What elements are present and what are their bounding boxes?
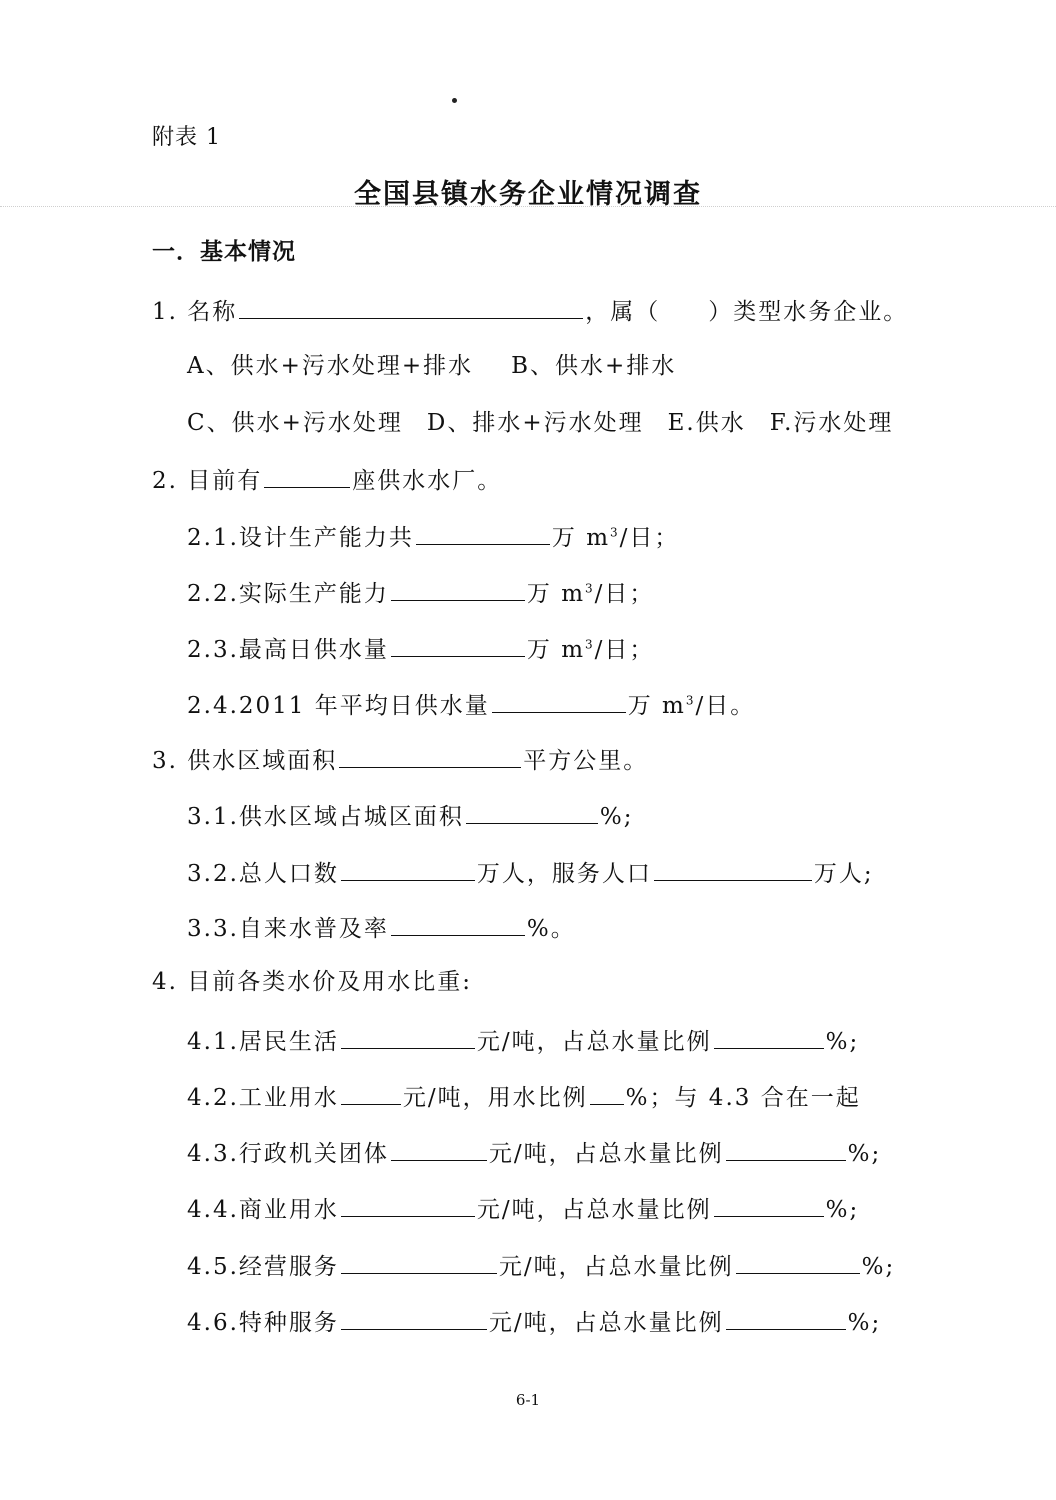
residential-ratio-field[interactable] — [714, 1024, 824, 1049]
q4-1-mid: 元/吨，占总水量比例 — [476, 1029, 712, 1055]
q2-suffix: 座供水水厂。 — [352, 468, 503, 494]
q4-label: 4. 目前各类水价及用水比重: — [152, 969, 473, 995]
unit-text: /日； — [594, 581, 655, 607]
unit-text: 万 m — [551, 525, 611, 551]
q3-suffix: 平方公里。 — [523, 748, 649, 774]
question-4 — [152, 967, 472, 997]
unit-text: 万 m — [627, 693, 686, 719]
q2-item-1 — [187, 520, 679, 553]
industrial-ratio-field[interactable] — [590, 1080, 624, 1105]
q3-2-suffix: 万人; — [813, 861, 874, 887]
q1-belongs: ，属（ — [585, 299, 661, 325]
q4-3-mid: 元/吨，占总水量比例 — [488, 1141, 724, 1167]
q4-5-label: 4.5.经营服务 — [187, 1254, 339, 1280]
percent-suffix: %; — [825, 1029, 860, 1055]
q4-2-suffix: %；与 4.3 合在一起 — [625, 1085, 861, 1111]
q2-item-2 — [187, 576, 654, 609]
option-f: F.污水处理 — [769, 410, 894, 436]
q4-item-2 — [187, 1080, 861, 1113]
q4-item-3 — [187, 1136, 881, 1169]
q3-1-label: 3.1.供水区域占城区面积 — [187, 804, 464, 830]
business-service-ratio-field[interactable] — [736, 1249, 860, 1274]
section-heading: 一．基本情况 — [152, 238, 296, 265]
q4-item-5 — [187, 1249, 895, 1282]
option-a: A、供水+污水处理+排水 — [187, 353, 474, 379]
q3-2-label: 3.2.总人口数 — [187, 861, 339, 887]
unit-superscript: 3 — [585, 581, 595, 596]
unit-text: /日。 — [695, 693, 756, 719]
percent-suffix: %; — [861, 1254, 896, 1280]
q3-3-label: 3.3.自来水普及率 — [187, 916, 389, 942]
q2-prefix: 2. 目前有 — [152, 468, 263, 494]
q3-item-1 — [187, 799, 634, 832]
q4-2-mid: 元/吨，用水比例 — [402, 1085, 588, 1111]
q1-label: 1. 名称 — [152, 299, 238, 325]
unit-text: 万 m — [526, 637, 586, 663]
q3-item-2 — [187, 856, 874, 889]
actual-capacity-field[interactable] — [391, 576, 525, 601]
avg-daily-supply-field[interactable] — [492, 688, 626, 713]
q1-type-suffix: ）类型水务企业。 — [708, 299, 909, 325]
question-3 — [152, 743, 648, 776]
q3-item-3 — [187, 911, 576, 944]
unit-text: /日； — [619, 525, 680, 551]
residential-price-field[interactable] — [341, 1024, 475, 1049]
q2-item-3 — [187, 632, 654, 665]
option-c: C、供水+污水处理 — [187, 410, 403, 436]
unit-text: 万 m — [526, 581, 586, 607]
q4-6-mid: 元/吨，占总水量比例 — [488, 1310, 724, 1336]
unit-superscript: 3 — [610, 525, 620, 540]
government-ratio-field[interactable] — [726, 1136, 846, 1161]
q2-1-label: 2.1.设计生产能力共 — [187, 525, 414, 551]
type-field[interactable] — [662, 295, 706, 319]
area-ratio-field[interactable] — [466, 799, 598, 824]
population-field[interactable] — [341, 856, 475, 881]
government-price-field[interactable] — [391, 1136, 487, 1161]
percent-suffix: %; — [599, 804, 634, 830]
q1-options-row-1 — [187, 351, 676, 381]
commercial-ratio-field[interactable] — [714, 1192, 824, 1217]
business-service-price-field[interactable] — [341, 1249, 497, 1274]
q2-3-label: 2.3.最高日供水量 — [187, 637, 389, 663]
commercial-price-field[interactable] — [341, 1192, 475, 1217]
plant-count-field[interactable] — [264, 463, 350, 488]
q4-item-6 — [187, 1305, 881, 1338]
q3-2-mid: 万人，服务人口 — [476, 861, 652, 887]
q4-item-1 — [187, 1024, 859, 1057]
q2-4-label: 2.4.2011 年平均日供水量 — [187, 693, 490, 719]
option-e: E.供水 — [667, 410, 746, 436]
unit-superscript: 3 — [685, 693, 696, 708]
q2-2-label: 2.2.实际生产能力 — [187, 581, 389, 607]
special-service-ratio-field[interactable] — [726, 1305, 846, 1330]
question-1 — [152, 294, 908, 327]
q4-4-label: 4.4.商业用水 — [187, 1197, 339, 1223]
percent-suffix: %。 — [526, 916, 576, 942]
percent-suffix: %; — [847, 1141, 882, 1167]
special-service-price-field[interactable] — [341, 1305, 487, 1330]
page-title: 全国县镇水务企业情况调查 — [354, 179, 702, 210]
design-capacity-field[interactable] — [416, 520, 550, 545]
q4-1-label: 4.1.居民生活 — [187, 1029, 339, 1055]
unit-superscript: 3 — [585, 637, 595, 652]
scan-dot — [452, 98, 457, 103]
option-d: D、排水+污水处理 — [426, 410, 644, 436]
name-field[interactable] — [239, 294, 583, 319]
q4-4-mid: 元/吨，占总水量比例 — [476, 1197, 712, 1223]
percent-suffix: %; — [825, 1197, 860, 1223]
percent-suffix: %; — [847, 1310, 882, 1336]
q2-item-4 — [187, 688, 755, 721]
option-b: B、供水+排水 — [511, 353, 677, 379]
question-2 — [152, 463, 502, 496]
q3-prefix: 3. 供水区域面积 — [152, 748, 338, 774]
max-daily-supply-field[interactable] — [391, 632, 525, 657]
q4-6-label: 4.6.特种服务 — [187, 1310, 339, 1336]
appendix-label: 附表 1 — [152, 125, 221, 150]
industrial-price-field[interactable] — [341, 1080, 401, 1105]
q1-options-row-2 — [187, 408, 893, 438]
unit-text: /日； — [594, 637, 655, 663]
q4-item-4 — [187, 1192, 859, 1225]
q4-3-label: 4.3.行政机关团体 — [187, 1141, 389, 1167]
coverage-rate-field[interactable] — [391, 911, 525, 936]
page-number: 6-1 — [515, 1391, 541, 1409]
service-area-field[interactable] — [339, 743, 521, 768]
q4-5-mid: 元/吨，占总水量比例 — [498, 1254, 734, 1280]
q4-2-label: 4.2.工业用水 — [187, 1085, 339, 1111]
served-population-field[interactable] — [654, 856, 812, 881]
